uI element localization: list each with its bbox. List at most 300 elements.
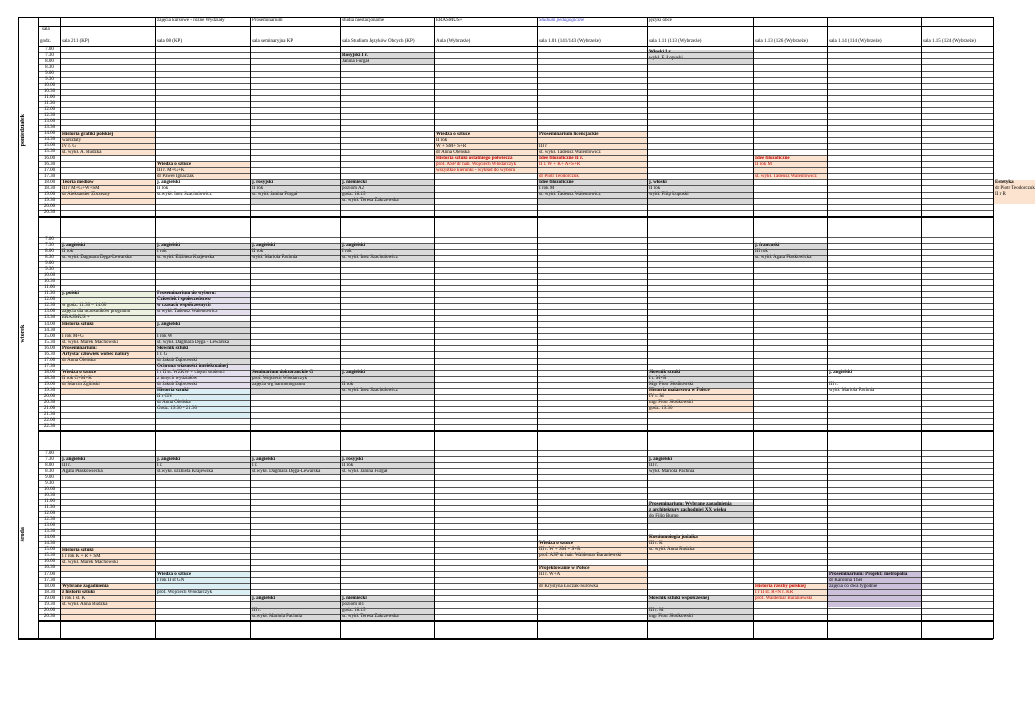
time-label: 19.30 (43, 197, 56, 203)
day-end-line (38, 430, 993, 432)
event-line: Teoria mediów (62, 179, 94, 185)
event-line: Wiedza o sztuce (539, 541, 574, 547)
event-line: wykł. Mariola Pachnia (829, 388, 875, 394)
row-line (38, 535, 993, 536)
event-line: Historia sztuki (62, 547, 94, 553)
row-line (38, 52, 993, 53)
header-sala-label: sala (42, 27, 50, 32)
header-group-label: Proseminarium (252, 18, 283, 23)
row-line (38, 499, 993, 500)
event-wed-ang-111[interactable] (648, 457, 753, 475)
event-line: IV r. G (62, 143, 76, 149)
row-line (38, 161, 993, 162)
time-label: 14.00 (43, 321, 56, 327)
time-label: 9.30 (45, 267, 54, 273)
time-label: 16.00 (43, 155, 56, 161)
col-line (340, 17, 341, 639)
event-tue-ang-sjo[interactable] (341, 243, 434, 261)
time-label: 13.00 (43, 523, 56, 529)
event-line: II rok (342, 462, 354, 468)
event-line: j. angielski (252, 243, 276, 249)
row-line (38, 237, 993, 238)
day-label-mon: poniedziałek (20, 114, 26, 148)
event-line: dr Piotr Teodorczuk (539, 173, 579, 179)
event-line: Słownik sztuki współczesnej (649, 595, 710, 601)
time-label: 18.00 (43, 583, 56, 589)
row-line (38, 173, 993, 174)
event-line: j. polski (62, 291, 79, 297)
event-line: st. wykł. Anna Rudzka (62, 601, 108, 607)
row-line (38, 198, 993, 199)
event-line: Historia grafiki polskiej (62, 131, 114, 137)
event-line: II rok (62, 249, 74, 255)
header-room-label: Aula (Wybrzeże) (436, 39, 471, 44)
time-label: 12.00 (43, 511, 56, 516)
header-room-label: sala 1.01 (141/143 (Wybrzeże) (539, 39, 601, 44)
row-line (38, 77, 993, 78)
header-group-label: zajęcia kursowe - różne Wydziały (157, 18, 225, 23)
event-line: zajęcia wg harmonogramu (252, 382, 306, 388)
event-line: Historia sztuki ostatniego półwiecza (436, 155, 513, 161)
event-line: Włoski I r. (649, 49, 672, 55)
event-line: dr Piotr Teodorczuk (995, 185, 1035, 191)
header-line (38, 46, 993, 47)
event-wed-hist-rzezby[interactable] (754, 584, 827, 602)
header-room-label: sala 08 (KP) (157, 39, 182, 44)
row-line (38, 327, 993, 328)
event-line: st. wykł. Inez Szachulowicz (342, 255, 398, 261)
time-label: 9.00 (45, 261, 54, 266)
event-line: Wiedza o sztuce (62, 370, 97, 376)
event-tue-ang-sem[interactable] (251, 243, 340, 261)
day-label-tue: wtorek (20, 324, 26, 343)
event-line: Wybrane zagadnienia (62, 583, 109, 589)
event-line: II r R (995, 191, 1006, 197)
event-line: Idee filozoficzne (755, 155, 790, 161)
time-label: 15.00 (43, 143, 56, 149)
event-line: I r II st. WZKW + chętni studenci (157, 370, 225, 376)
event-line: j. angielski (342, 243, 366, 249)
event-line: I r rok K + R + SM (62, 553, 101, 559)
event-line: st. wykł. Janina Furgał (252, 191, 298, 197)
event-tue-hist-08[interactable] (156, 388, 250, 418)
time-label: 22.30 (43, 424, 56, 430)
time-label: 15.30 (43, 339, 56, 345)
event-line: Wiedza o sztuce (157, 161, 192, 167)
header-room-label: sala 1.14 (114 (Wybrzeże) (829, 39, 882, 44)
event-line: st. wykł. Marek Machowski (62, 339, 118, 345)
time-label: 11.30 (43, 101, 56, 107)
row-line (38, 456, 993, 457)
event-line: st. wykł. A. Rudzka (62, 149, 102, 155)
row-line (38, 58, 993, 59)
time-label: 18.30 (43, 589, 56, 595)
event-line: Seminarium doktoranckie G (252, 370, 314, 376)
row-line (38, 89, 993, 90)
event-line: III r. (829, 382, 838, 388)
time-label: 16.30 (43, 565, 56, 571)
time-label: 11.30 (43, 504, 56, 510)
event-line: prof. ASP dr hab. Wojciech Włodarczyk (436, 161, 517, 167)
time-label: 17.00 (43, 167, 56, 173)
row-line (38, 541, 993, 542)
time-label: 14.30 (43, 541, 56, 547)
row-line (38, 450, 993, 451)
event-line: I rok M (539, 185, 555, 191)
event-line: wykł. F. Łopuski (649, 55, 683, 61)
event-wed-ros[interactable] (341, 457, 434, 475)
col-line (647, 17, 648, 639)
time-label: 16.00 (43, 345, 56, 351)
time-label: 8.00 (45, 58, 54, 64)
event-line: st. wykł. Marek Machowski (62, 559, 118, 565)
event-line: dr Anna Oleńska (157, 400, 191, 406)
event-line: II rok (342, 382, 354, 388)
row-line (38, 291, 993, 292)
event-line: III r M+G+W+SM (62, 185, 100, 191)
row-line (38, 315, 993, 316)
event-line: Wiedza o sztuce (157, 571, 192, 577)
row-line (38, 204, 993, 205)
event-wed-wiedza-101[interactable] (538, 541, 647, 559)
event-line: godz. 18.15 (342, 607, 366, 613)
time-label: 8.30 (45, 64, 54, 70)
time-label: 13.30 (43, 529, 56, 535)
row-line (38, 394, 993, 395)
time-label: 13.00 (43, 309, 56, 315)
time-label: 11.00 (43, 285, 56, 291)
time-label: 8.00 (45, 248, 54, 254)
event-line: III r. M+G+K (157, 167, 185, 173)
event-line: II rok (252, 249, 264, 255)
event-mon-hist-szt-xx[interactable] (435, 156, 537, 174)
event-line: j. włoski (649, 179, 667, 185)
col-line (827, 17, 828, 639)
event-line: I r. G (157, 351, 168, 357)
row-line (38, 358, 993, 359)
event-line: I rok M+G (62, 333, 84, 339)
event-line: dr Jakub Dąbrowski (157, 357, 198, 363)
event-line: Projektowanie w Polsce (539, 565, 590, 571)
time-label: 14.00 (43, 535, 56, 541)
time-label: 16.30 (43, 161, 56, 167)
event-line: Historia rzeźby polskiej (755, 583, 806, 589)
time-label: 19.30 (43, 388, 56, 394)
row-line (38, 255, 993, 256)
event-line: wykł. Mariola Pachnia (649, 468, 695, 474)
time-label: 20.00 (43, 394, 56, 400)
event-line: Idee filozoficzne II r. (539, 155, 583, 161)
header-line (38, 26, 993, 27)
event-line: prof. ASP dr hab. Waldemar Baraniewski (539, 553, 622, 559)
event-line: Kostiumologia judaika (649, 535, 698, 541)
event-line: Proseminarium do wyboru: (157, 291, 217, 297)
event-line: Proseminarium: Wybrane zagadnienia (649, 502, 732, 508)
time-label: 12.00 (43, 107, 56, 113)
event-line: st.wykł. Mariola Pachnia (252, 613, 302, 619)
time-label: 12.30 (43, 113, 56, 119)
col-line (434, 17, 435, 639)
event-line: j. niemiecki (342, 179, 367, 185)
row-line (38, 167, 993, 168)
sheet-bottom-border (18, 638, 993, 640)
event-tue-slownik-08[interactable] (156, 346, 250, 364)
event-line: z architektury zachodniej XX wieku (649, 508, 727, 514)
event-line: dr Paweł Ignaczak (157, 173, 194, 179)
row-line (38, 333, 993, 334)
time-label: 15.30 (43, 149, 56, 155)
event-tue-ang-211[interactable] (61, 243, 155, 261)
event-line: II rok (436, 137, 448, 143)
event-line: st. wykł. Tadeusz Walentowicz (539, 191, 601, 197)
time-label: 9.30 (45, 480, 54, 486)
time-label: 14.00 (43, 131, 56, 137)
row-line (38, 565, 993, 566)
row-line (38, 309, 993, 310)
header-group-label: studia niestacjonarne (342, 18, 385, 23)
event-line: I rok (342, 249, 352, 255)
header-godz-label: godz. (40, 39, 51, 44)
event-line: st.wykł. Dagmara Dęga-Lewarska (252, 468, 321, 474)
time-label: 9.30 (45, 76, 54, 82)
event-line: j. angielski (649, 456, 673, 462)
header-room-label: sala 211 (KP) (62, 39, 90, 44)
row-line (38, 119, 993, 120)
row-line (38, 71, 993, 72)
event-line: dr Karolina Thel (829, 577, 863, 583)
row-line (38, 601, 993, 602)
event-line: mgr Piotr Słodkowski (649, 613, 693, 619)
row-line (38, 523, 993, 524)
row-line (38, 351, 993, 352)
event-line: warsztaty (62, 137, 82, 143)
event-line: j. angielski (62, 456, 86, 462)
row-line (38, 125, 993, 126)
time-label: 7.00 (45, 450, 54, 456)
event-line: dr Jakub Dąbrowski (157, 382, 198, 388)
col-line (537, 17, 538, 639)
event-line: wszystkie kierunki - wykład do wyboru (436, 167, 516, 173)
row-line (38, 261, 993, 262)
time-label: 7.30 (45, 456, 54, 462)
row-line (38, 480, 993, 481)
event-line: prof. Wojciech Włodarczyk (252, 376, 308, 382)
event-line: j. angielski (157, 243, 181, 249)
row-line (38, 321, 993, 322)
time-label: 19.30 (43, 601, 56, 607)
row-line (38, 589, 993, 590)
event-line: Idee filozoficzne (539, 179, 574, 185)
event-line: II rok M (755, 161, 772, 167)
col-line (18, 17, 19, 639)
row-line (38, 583, 993, 584)
time-label: 14.30 (43, 137, 56, 143)
event-tue-franc[interactable] (754, 243, 827, 261)
event-tue-prosem-art[interactable] (61, 346, 155, 364)
event-line: st. wykł. Dagmara Dęga-Lewarska (62, 255, 132, 261)
time-label: 9.00 (45, 70, 54, 76)
time-label: 12.00 (43, 297, 56, 303)
event-line: Historia malarstwa w Polsce (649, 388, 710, 394)
event-line: dr Aleksander Zbrzezny (62, 191, 111, 197)
event-mon-wiedza-08[interactable] (156, 162, 250, 180)
event-line: godz. 18.15 (342, 191, 366, 197)
row-line (38, 107, 993, 108)
event-wed-ang-sem[interactable] (251, 457, 340, 475)
event-line: st. wykł. Tadeusz Walentowicz (539, 149, 601, 155)
row-line (38, 364, 993, 365)
event-line: j. angielski (342, 370, 366, 376)
time-label: 10.30 (43, 88, 56, 94)
header-room-label: sala 1.11 (113 (Wybrzeże) (649, 39, 702, 44)
row-line (38, 210, 993, 211)
time-label: 17.30 (43, 173, 56, 179)
time-label: 10.00 (43, 273, 56, 279)
time-label: 17.00 (43, 357, 56, 363)
event-line: dr Marcin Zgliński (62, 382, 100, 388)
row-line (38, 614, 993, 615)
event-line: Proseminarium: (62, 345, 97, 351)
row-line (38, 412, 993, 413)
col-line (993, 17, 994, 639)
event-tue-polski[interactable] (61, 291, 155, 321)
row-line (38, 249, 993, 250)
row-line (38, 339, 993, 340)
row-line (38, 529, 993, 530)
time-label: 13.30 (43, 125, 56, 131)
time-label: 15.30 (43, 553, 56, 559)
row-line (38, 424, 993, 425)
row-line (38, 517, 993, 518)
col-line (38, 17, 39, 639)
time-label: 20.30 (43, 613, 56, 619)
event-line: Historia sztuki (157, 388, 189, 394)
row-line (38, 553, 993, 554)
event-line: Ochrona własności intelektualnej (157, 364, 229, 370)
time-label: 20.00 (43, 607, 56, 613)
row-line (38, 285, 993, 286)
event-line: III r. M (649, 607, 664, 613)
time-label: 10.30 (43, 492, 56, 498)
time-label: 18.30 (43, 185, 56, 191)
event-line: III r. K (649, 541, 663, 547)
row-line (38, 345, 993, 346)
row-line (38, 273, 993, 274)
event-line: j. niemiecki (342, 595, 367, 601)
event-line: j. francuski (755, 243, 780, 249)
row-line (38, 406, 993, 407)
event-line: Estetyka (995, 179, 1014, 185)
row-line (38, 388, 993, 389)
row-line (38, 267, 993, 268)
row-line (38, 179, 993, 180)
event-line: III r. (649, 462, 658, 468)
event-line: z innych wydziałów (157, 376, 198, 382)
event-line: poziom A2 (342, 185, 365, 191)
time-label: 10.00 (43, 486, 56, 492)
event-line: z historii sztuki (62, 589, 95, 595)
event-line: do Filip Burno (649, 514, 679, 520)
time-label: 20.00 (43, 203, 56, 209)
sheet-top-border (18, 17, 993, 18)
time-label: 7.00 (45, 236, 54, 242)
header-group-label: Studium pedagogiczne (539, 18, 585, 23)
event-line: st. wykł. Tadeusz Walentowicz (755, 173, 817, 179)
time-label: 18.30 (43, 375, 56, 381)
event-line: prof. Waldemar Baraniewski (755, 595, 813, 601)
event-line: Proseminarium: Projekt: metropolia (829, 571, 908, 577)
event-line: st wykł. Tadeusz Walentowicz (157, 309, 218, 315)
event-line: j. angielski (252, 456, 276, 462)
time-label: 7.30 (45, 242, 54, 248)
row-line (38, 493, 993, 494)
event-line: j. rosyjski (252, 179, 274, 185)
event-line: II rok G+M+K (62, 376, 92, 382)
row-line (38, 487, 993, 488)
time-label: 11.00 (43, 95, 56, 100)
event-line: w godz. 11.30 – 14.00 (62, 303, 107, 309)
event-line: godz. 19.30 (649, 406, 673, 412)
event-mon-estetyka[interactable] (994, 180, 1035, 204)
event-line: II rok (649, 185, 661, 191)
row-line (38, 137, 993, 138)
event-wed-ang-211[interactable] (61, 457, 155, 475)
row-line (38, 468, 993, 469)
event-line: Agata Płaskowiecka (62, 468, 103, 474)
event-tue-ang-08[interactable] (156, 243, 250, 261)
row-line (38, 149, 993, 150)
event-line: W + SM+ S+R (436, 143, 467, 149)
time-label: 12.30 (43, 303, 56, 309)
event-line: Artysta/ człowiek wobec natury (62, 351, 130, 357)
event-line: Mgr Piotr Słodkowski (649, 382, 694, 388)
event-tue-slownik-111[interactable] (648, 370, 753, 388)
time-label: 20.30 (43, 209, 56, 215)
event-line: I rok W (157, 333, 173, 339)
event-line: w czasach współczesnych (157, 303, 211, 309)
event-line: wykł. Filip Łupuski (649, 191, 689, 197)
row-line (38, 243, 993, 244)
event-line: j. angielski (157, 179, 181, 185)
header-room-label: sala seminaryjna KP (252, 39, 294, 44)
time-label: 14.30 (43, 327, 56, 333)
row-line (38, 95, 993, 96)
time-label: 8.30 (45, 468, 54, 474)
time-label: 10.00 (43, 82, 56, 88)
event-line: I r. M+R (649, 376, 667, 382)
event-line: II rok (252, 185, 264, 191)
time-label: 19.00 (43, 191, 56, 197)
time-label: 8.30 (45, 254, 54, 260)
header-group-label: ERASMUS+ (436, 18, 463, 23)
col-line (753, 17, 754, 639)
row-line (38, 185, 993, 186)
event-line: j. angielski (62, 243, 86, 249)
event-line: I r. (252, 462, 258, 468)
row-line (38, 559, 993, 560)
time-label: 10.30 (43, 279, 56, 285)
col-line (155, 17, 156, 639)
time-label: 7.00 (45, 46, 54, 52)
time-label: 18.00 (43, 369, 56, 375)
header-room-label: sala 1.13 (126 (Wybrzeże) (755, 39, 808, 44)
event-wed-ang-08[interactable] (156, 457, 250, 475)
row-line (38, 83, 993, 84)
event-line: I r II st. R+N r. KR (755, 589, 794, 595)
event-line: I rok II st GN (157, 577, 185, 583)
time-label: 17.30 (43, 577, 56, 583)
time-label: 16.00 (43, 559, 56, 565)
